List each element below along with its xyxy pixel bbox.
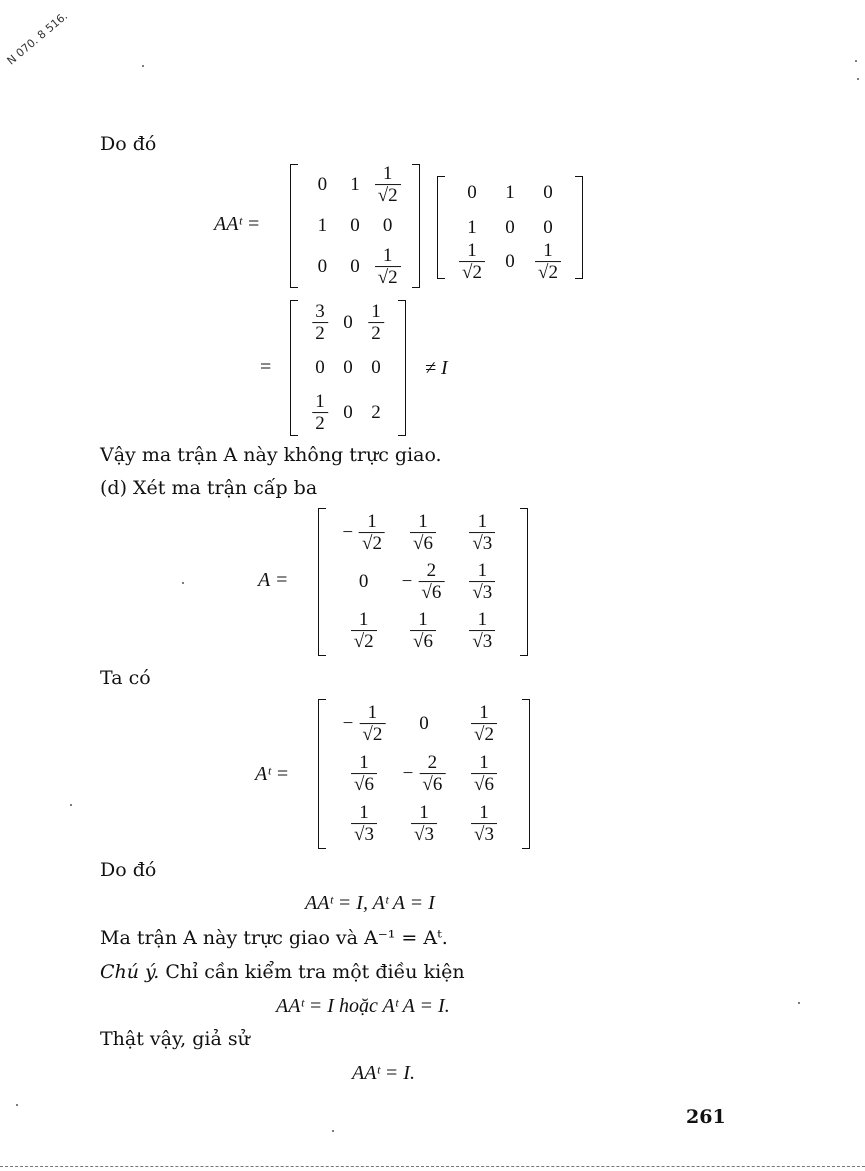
text-do-do-2: Do đó xyxy=(100,859,157,881)
matrix-cell: 0 xyxy=(543,182,553,204)
matrix-cell: 0 xyxy=(467,182,477,204)
left-bracket xyxy=(437,176,445,279)
matrix-m3 xyxy=(290,300,406,436)
right-bracket xyxy=(575,176,583,279)
speck xyxy=(182,582,184,584)
matrix-a xyxy=(318,508,528,656)
text-vay: Vậy ma trận A này không trực giao. xyxy=(100,444,442,466)
speck xyxy=(798,1002,800,1004)
matrix-cell: $\frac{1}{√3}$ xyxy=(351,803,377,845)
matrix-cell: − $\frac{2}{√6}$ xyxy=(403,753,446,795)
speck xyxy=(16,1104,18,1106)
matrix-cell: 2 xyxy=(371,402,381,424)
speck xyxy=(332,1130,334,1132)
library-stamp: N 070. 8 516. xyxy=(4,9,71,68)
matrix-cell: $\frac{1}{2}$ xyxy=(312,392,328,434)
speck xyxy=(142,65,144,67)
matrix-cell: 1 xyxy=(350,173,360,195)
right-bracket xyxy=(412,164,420,288)
matrix-cell: − $\frac{1}{√2}$ xyxy=(343,703,386,745)
eq-condition: AAᵗ = I hoặc Aᵗ A = I. xyxy=(276,995,450,1017)
eq-aat-lhs: AAᵗ = xyxy=(214,213,261,235)
matrix-cell: 0 xyxy=(343,402,353,424)
eq-sign: = xyxy=(260,356,272,378)
text-ta-co: Ta có xyxy=(100,667,151,689)
matrix-cell: $\frac{1}{√2}$ xyxy=(375,164,401,206)
matrix-cell: 1 xyxy=(317,215,328,236)
matrix-cell: $\frac{1}{√3}$ xyxy=(469,561,495,603)
eq-at-lhs: Aᵗ = xyxy=(255,763,290,785)
matrix-cell: 0 xyxy=(543,216,553,238)
speck xyxy=(857,78,859,80)
matrix-cell: − $\frac{1}{√2}$ xyxy=(342,512,385,554)
matrix-cell: 0 xyxy=(343,311,353,333)
matrix-cell: $\frac{1}{2}$ xyxy=(368,302,384,344)
matrix-m1 xyxy=(290,164,420,288)
matrix-cell: $\frac{1}{√3}$ xyxy=(471,803,497,845)
matrix-cell: 1 xyxy=(505,182,515,204)
chu-y-text: Chỉ cần kiểm tra một điều kiện xyxy=(165,961,465,983)
matrix-cell: 0 xyxy=(419,713,429,734)
left-bracket xyxy=(290,300,298,436)
matrix-m2 xyxy=(437,176,583,283)
page-number: 261 xyxy=(686,1106,726,1128)
matrix-cell: $\frac{1}{√6}$ xyxy=(471,753,497,795)
left-bracket xyxy=(318,508,326,656)
left-bracket xyxy=(290,164,298,288)
speck xyxy=(855,60,857,62)
matrix-cell: 0 xyxy=(315,357,325,378)
matrix-cell: 0 xyxy=(350,256,360,278)
matrix-cell: 0 xyxy=(505,216,515,238)
matrix-cell: 1 xyxy=(467,216,477,238)
matrix-cell: $\frac{1}{√3}$ xyxy=(411,803,437,845)
text-chu-y xyxy=(100,963,465,982)
matrix-at xyxy=(318,699,530,849)
matrix-cell: $\frac{1}{√6}$ xyxy=(351,753,377,795)
text-ma-tran: Ma trận A này trực giao và A⁻¹ = Aᵗ. xyxy=(100,927,448,949)
matrix-cell: 0 xyxy=(317,256,328,278)
eq-suppose: AAᵗ = I. xyxy=(352,1062,415,1084)
matrix-cell: $\frac{1}{√2}$ xyxy=(471,703,497,745)
matrix-cell: $\frac{3}{2}$ xyxy=(312,302,328,344)
matrix-cell: $\frac{1}{√2}$ xyxy=(535,241,561,283)
matrix-cell: − $\frac{2}{√6}$ xyxy=(402,561,445,603)
eq-neq-i: ≠ I xyxy=(425,357,448,379)
matrix-cell: 0 xyxy=(343,357,353,378)
matrix-cell: $\frac{1}{√2}$ xyxy=(351,610,377,652)
matrix-cell: $\frac{1}{√3}$ xyxy=(469,512,495,554)
text-do-do-1: Do đó xyxy=(100,133,157,155)
matrix-cell: $\frac{1}{√3}$ xyxy=(469,610,495,652)
eq-a-lhs: A = xyxy=(258,569,289,591)
matrix-cell: 0 xyxy=(358,571,369,592)
left-bracket xyxy=(318,699,326,849)
matrix-cell: $\frac{1}{√2}$ xyxy=(375,246,401,288)
matrix-cell: $\frac{1}{√6}$ xyxy=(410,512,436,554)
matrix-cell: 0 xyxy=(382,215,393,236)
matrix-cell: 0 xyxy=(505,250,515,272)
page-edge xyxy=(0,1166,865,1167)
matrix-cell: $\frac{1}{√6}$ xyxy=(410,610,436,652)
chu-y-label: Chú ý. xyxy=(100,961,160,983)
right-bracket xyxy=(522,699,530,849)
right-bracket xyxy=(520,508,528,656)
eq-aat-eq-i: AAᵗ = I, Aᵗ A = I xyxy=(305,892,435,914)
matrix-cell: 0 xyxy=(317,173,328,195)
right-bracket xyxy=(398,300,406,436)
text-that-vay: Thật vậy, giả sử xyxy=(100,1028,250,1050)
matrix-cell: 0 xyxy=(350,215,360,236)
text-d-xet: (d) Xét ma trận cấp ba xyxy=(100,477,318,499)
matrix-cell: $\frac{1}{√2}$ xyxy=(459,241,485,283)
matrix-cell: 0 xyxy=(371,357,381,378)
speck xyxy=(70,804,72,806)
